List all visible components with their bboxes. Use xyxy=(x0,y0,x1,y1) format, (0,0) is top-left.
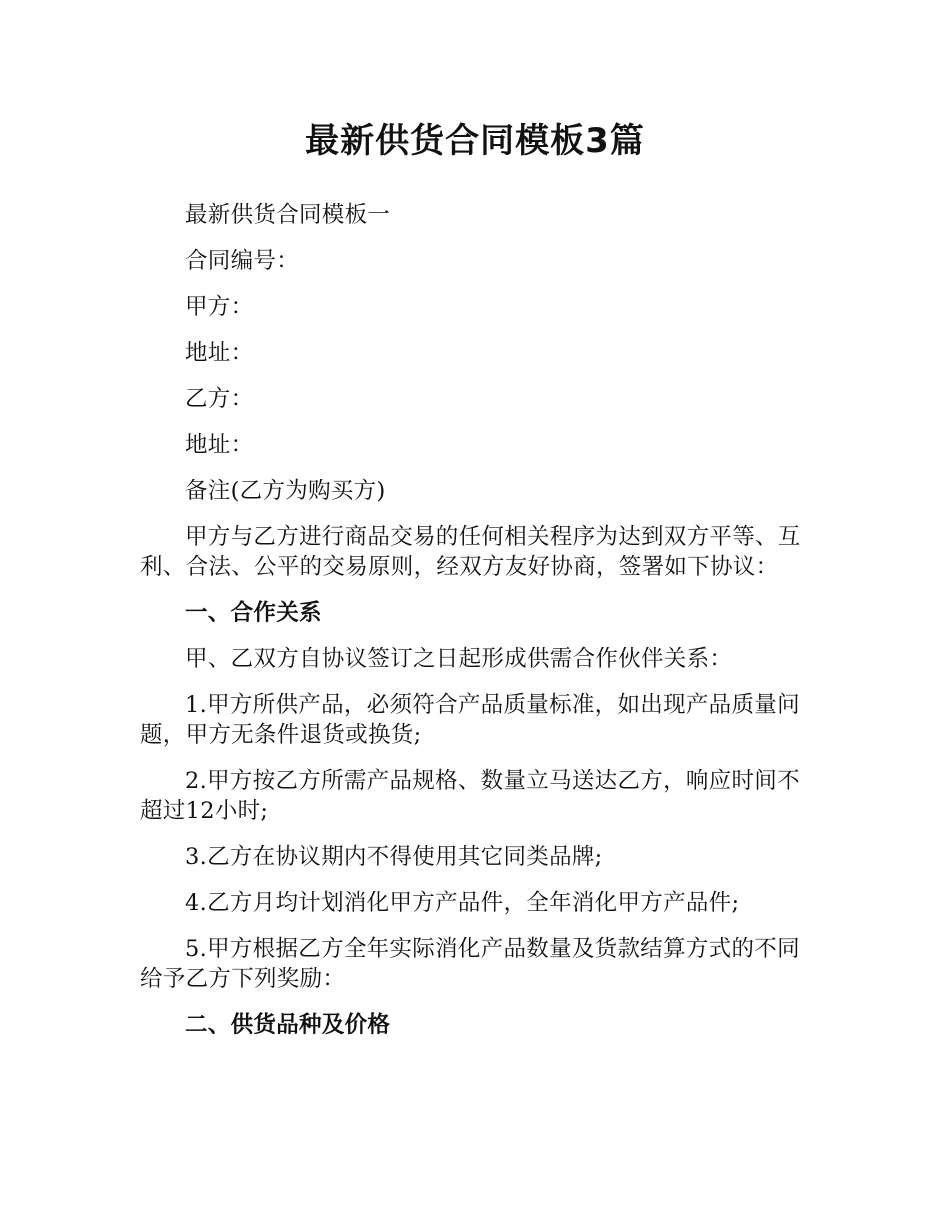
paragraph-template-heading: 最新供货合同模板一 xyxy=(185,202,391,228)
section-heading-cooperation: 一、合作关系 xyxy=(185,600,322,626)
clause-2: 2.甲方按乙方所需产品规格、数量立马送达乙方，响应时间不超过12小时; xyxy=(140,768,800,824)
document-title: 最新供货合同模板3篇 xyxy=(305,121,645,161)
paragraph-address-b: 地址： xyxy=(185,432,254,458)
document-body xyxy=(140,200,810,1056)
section-heading-supply-items: 二、供货品种及价格 xyxy=(185,1012,391,1038)
clause-3: 3.乙方在协议期内不得使用其它同类品牌; xyxy=(185,844,603,870)
clause-1: 1.甲方所供产品，必须符合产品质量标准，如出现产品质量问题，甲方无条件退货或换货; xyxy=(140,692,800,748)
paragraph-address-a: 地址： xyxy=(185,340,254,366)
paragraph-contract-number: 合同编号： xyxy=(185,248,300,274)
paragraph-remark: 备注(乙方为购买方) xyxy=(185,478,386,504)
clause-4: 4.乙方月均计划消化甲方产品件，全年消化甲方产品件; xyxy=(185,890,740,916)
paragraph-party-b: 乙方： xyxy=(185,386,254,412)
paragraph-cooperation-intro: 甲、乙双方自协议签订之日起形成供需合作伙伴关系： xyxy=(185,646,733,672)
paragraph-preamble: 甲方与乙方进行商品交易的任何相关程序为达到双方平等、互利、合法、公平的交易原则，经双方友好协商，签署如下协议： xyxy=(140,524,801,580)
clause-5: 5.甲方根据乙方全年实际消化产品数量及货款结算方式的不同给予乙方下列奖励： xyxy=(140,936,800,992)
paragraph-party-a: 甲方： xyxy=(185,294,254,320)
